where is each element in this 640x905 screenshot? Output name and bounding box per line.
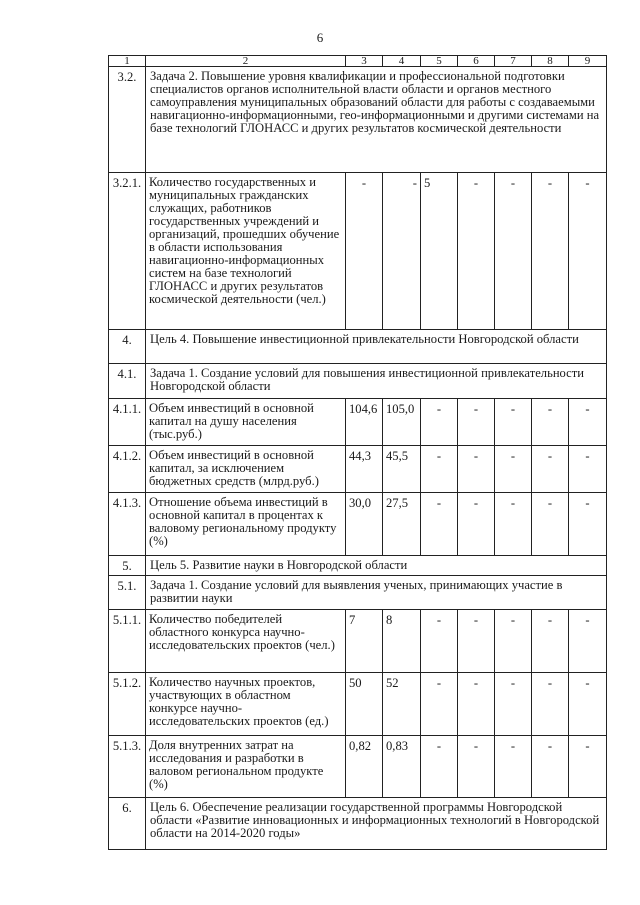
column-number: 8 bbox=[532, 56, 569, 67]
column-number: 1 bbox=[109, 56, 146, 67]
row-number: 4.1.1. bbox=[109, 399, 146, 446]
indicator-value: - bbox=[495, 736, 532, 798]
row-number: 3.2. bbox=[109, 67, 146, 173]
indicator-value: 52 bbox=[383, 673, 421, 736]
indicator-value: - bbox=[421, 610, 458, 673]
indicator-value: 45,5 bbox=[383, 446, 421, 493]
indicator-value: - bbox=[532, 446, 569, 493]
indicator-value: - bbox=[458, 173, 495, 330]
indicator-value: - bbox=[346, 173, 383, 330]
goal-row bbox=[109, 330, 607, 364]
indicator-value: - bbox=[569, 399, 607, 446]
indicator-label: Доля внутренних затрат на исследования и разработки в валовом региональном продукте (%) bbox=[146, 736, 346, 798]
indicator-value: - bbox=[569, 736, 607, 798]
indicator-value: - bbox=[421, 446, 458, 493]
indicator-row bbox=[109, 173, 607, 330]
indicator-value: - bbox=[458, 446, 495, 493]
indicator-value: - bbox=[569, 673, 607, 736]
indicator-value: - bbox=[569, 446, 607, 493]
indicator-value: - bbox=[495, 173, 532, 330]
page-number: 6 bbox=[316, 30, 324, 45]
indicator-value: 0,83 bbox=[383, 736, 421, 798]
indicator-value: - bbox=[458, 736, 495, 798]
indicator-value: - bbox=[532, 399, 569, 446]
indicator-value: 30,0 bbox=[346, 493, 383, 556]
indicator-label: Количество государственных и муниципальных гражданских служащих, работников государственных учреждений и организаций, прошедших обучение в области использования навигационно-информационных систем на базе технологий ГЛОНАСС и других результатов космической деятельности (чел.) bbox=[146, 173, 346, 330]
indicator-value: - bbox=[532, 493, 569, 556]
indicator-label: Количество научных проектов, участвующих в областном конкурсе научно-исследовательских проектов (ед.) bbox=[146, 673, 346, 736]
indicator-value: 5 bbox=[421, 173, 458, 330]
row-number: 4.1.2. bbox=[109, 446, 146, 493]
task-title: Задача 2. Повышение уровня квалификации и профессиональной подготовки специалистов органов исполнительной власти области и органов местного самоуправления муниципальных образований области для работы с создаваемыми навигационно-информационными, гео-информационными и другими системами на базе технологий ГЛОНАСС и других результатов космической деятельности bbox=[146, 67, 607, 173]
indicator-value: 50 bbox=[346, 673, 383, 736]
indicator-value: - bbox=[569, 610, 607, 673]
indicator-value: 8 bbox=[383, 610, 421, 673]
goal-title: Цель 6. Обеспечение реализации государственной программы Новгородской области «Развитие инновационных и информационных технологий в Новгородской области на 2014-2020 годы» bbox=[146, 798, 607, 850]
column-number: 7 bbox=[495, 56, 532, 67]
indicator-label: Количество победителей областного конкурса научно-исследовательских проектов (чел.) bbox=[146, 610, 346, 673]
row-number: 4.1. bbox=[109, 364, 146, 399]
indicator-value: - bbox=[458, 610, 495, 673]
indicator-value: 7 bbox=[346, 610, 383, 673]
indicator-value: 44,3 bbox=[346, 446, 383, 493]
indicator-row bbox=[109, 446, 607, 493]
task-row bbox=[109, 576, 607, 610]
indicator-value: - bbox=[495, 673, 532, 736]
task-title: Задача 1. Создание условий для выявления ученых, принимающих участие в развитии науки bbox=[146, 576, 607, 610]
indicator-value: - bbox=[532, 673, 569, 736]
task-row bbox=[109, 364, 607, 399]
column-number: 4 bbox=[383, 56, 421, 67]
indicator-value: - bbox=[421, 493, 458, 556]
indicator-row bbox=[109, 673, 607, 736]
indicator-value: - bbox=[569, 173, 607, 330]
indicator-value: - bbox=[532, 610, 569, 673]
task-row bbox=[109, 67, 607, 173]
indicator-value: - bbox=[421, 673, 458, 736]
indicator-row bbox=[109, 493, 607, 556]
column-number: 9 bbox=[569, 56, 607, 67]
indicator-label: Объем инвестиций в основной капитал, за исключением бюджетных средств (млрд.руб.) bbox=[146, 446, 346, 493]
column-number-row bbox=[109, 56, 607, 67]
row-number: 4.1.3. bbox=[109, 493, 146, 556]
indicator-value: - bbox=[532, 173, 569, 330]
indicator-value: - bbox=[421, 399, 458, 446]
task-title: Задача 1. Создание условий для повышения инвестиционной привлекательности Новгородской области bbox=[146, 364, 607, 399]
row-number: 5.1.3. bbox=[109, 736, 146, 798]
goal-row bbox=[109, 556, 607, 576]
indicator-value: - bbox=[458, 493, 495, 556]
row-number: 6. bbox=[109, 798, 146, 850]
row-number: 5.1.2. bbox=[109, 673, 146, 736]
indicator-value: - bbox=[532, 736, 569, 798]
row-number: 5.1.1. bbox=[109, 610, 146, 673]
indicator-value: - bbox=[421, 736, 458, 798]
indicator-value: - bbox=[495, 399, 532, 446]
indicator-value: - bbox=[569, 493, 607, 556]
indicator-label: Объем инвестиций в основной капитал на душу населения (тыс.руб.) bbox=[146, 399, 346, 446]
goal-title: Цель 5. Развитие науки в Новгородской области bbox=[146, 556, 607, 576]
column-number: 3 bbox=[346, 56, 383, 67]
indicator-value: - bbox=[495, 446, 532, 493]
indicator-value: 105,0 bbox=[383, 399, 421, 446]
indicator-value: 27,5 bbox=[383, 493, 421, 556]
indicator-value: 0,82 bbox=[346, 736, 383, 798]
indicator-value: - bbox=[495, 610, 532, 673]
row-number: 5. bbox=[109, 556, 146, 576]
indicator-row bbox=[109, 399, 607, 446]
indicator-value: - bbox=[458, 399, 495, 446]
column-number: 2 bbox=[146, 56, 346, 67]
indicator-value: - bbox=[383, 173, 421, 330]
column-number: 5 bbox=[421, 56, 458, 67]
row-number: 4. bbox=[109, 330, 146, 364]
indicator-value: - bbox=[458, 673, 495, 736]
indicator-label: Отношение объема инвестиций в основной капитал в процентах к валовому региональному продукту (%) bbox=[146, 493, 346, 556]
indicator-value: - bbox=[495, 493, 532, 556]
goal-title: Цель 4. Повышение инвестиционной привлекательности Новгородской области bbox=[146, 330, 607, 364]
goal-row bbox=[109, 798, 607, 850]
row-number: 5.1. bbox=[109, 576, 146, 610]
row-number: 3.2.1. bbox=[109, 173, 146, 330]
indicators-table bbox=[108, 55, 607, 850]
indicator-value: 104,6 bbox=[346, 399, 383, 446]
column-number: 6 bbox=[458, 56, 495, 67]
indicator-row bbox=[109, 610, 607, 673]
indicator-row bbox=[109, 736, 607, 798]
